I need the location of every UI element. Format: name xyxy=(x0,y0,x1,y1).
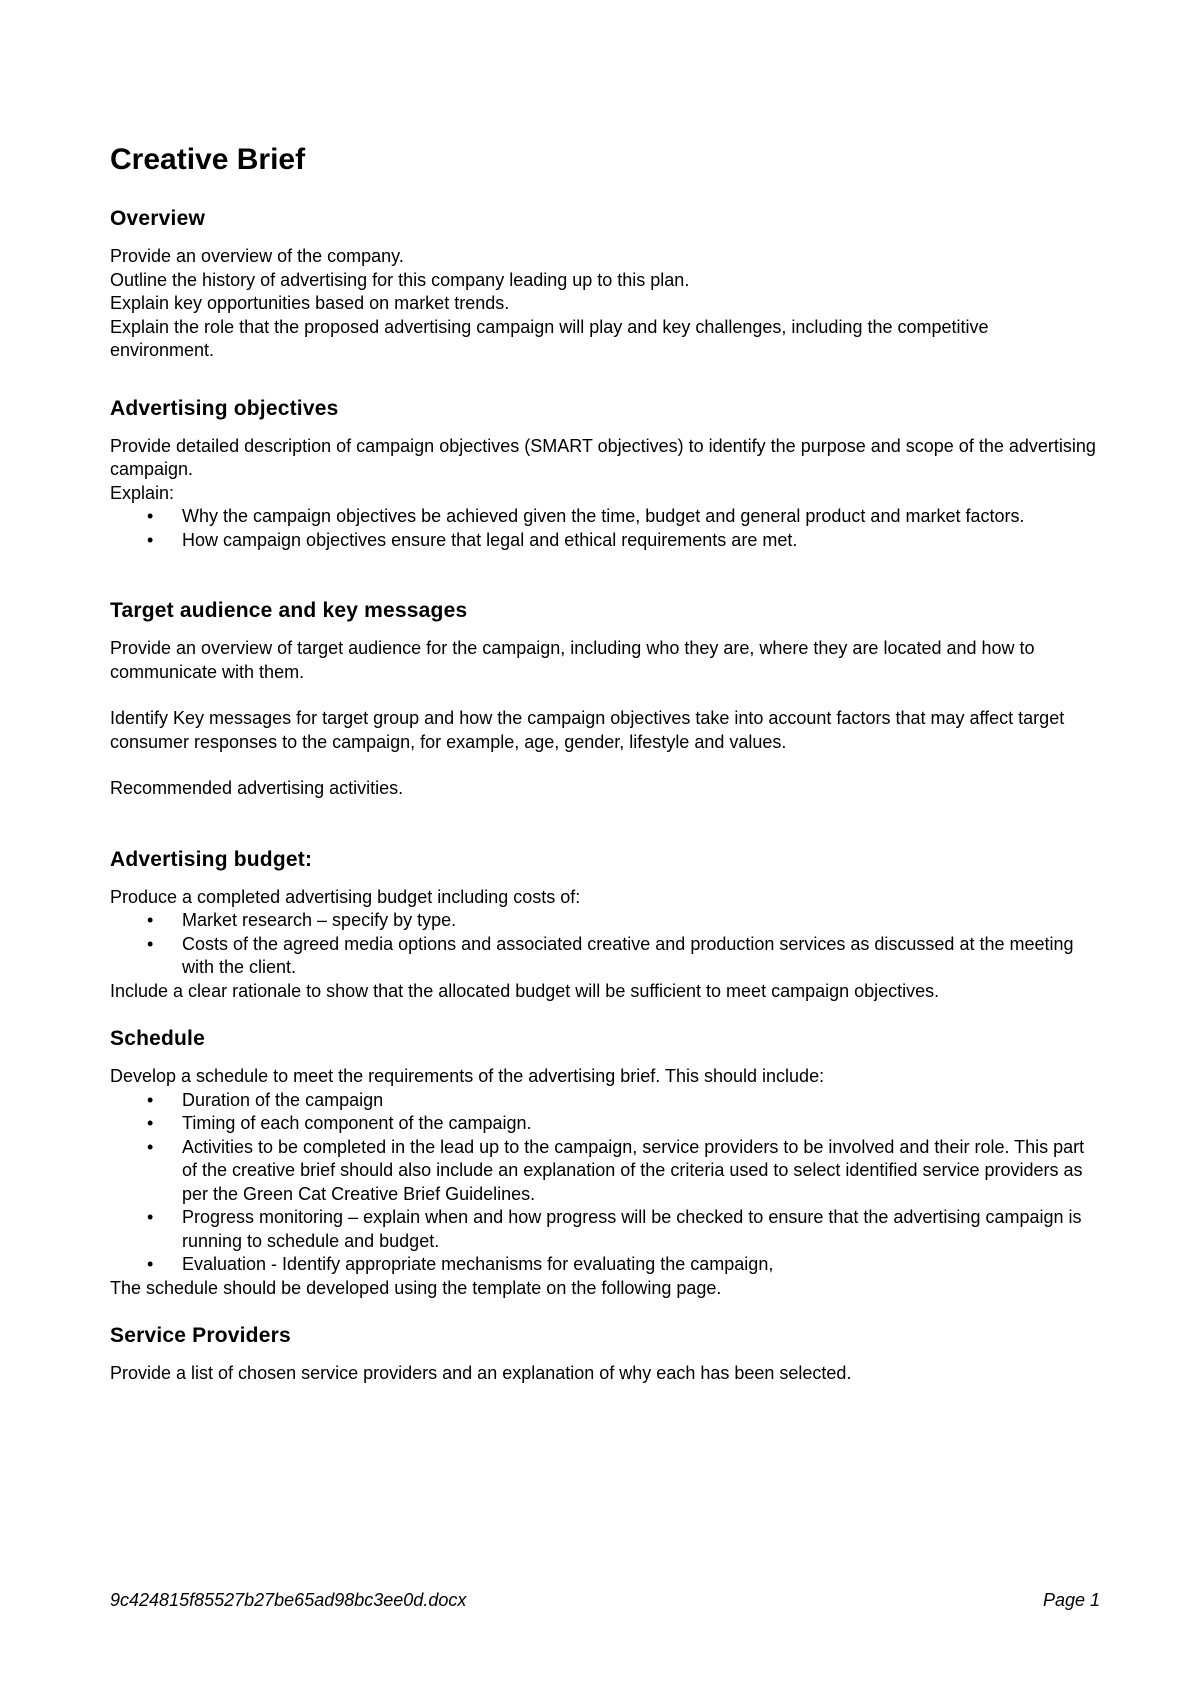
schedule-bullet-list xyxy=(110,1089,1100,1277)
heading-budget: Advertising budget: xyxy=(110,847,313,871)
providers-text: Provide a list of chosen service providers and an explanation of why each has been selected. xyxy=(110,1363,852,1383)
list-item xyxy=(110,1206,1100,1253)
footer-filename: 9c424815f85527b27be65ad98bc3ee0d.docx xyxy=(110,1590,467,1610)
list-item-text: Evaluation - Identify appropriate mechanisms for evaluating the campaign, xyxy=(182,1254,774,1274)
list-item xyxy=(110,1089,1100,1113)
section-providers xyxy=(110,1323,1100,1386)
list-item xyxy=(110,529,1100,553)
list-item xyxy=(110,1112,1100,1136)
bullet-icon: • xyxy=(147,506,154,526)
list-item xyxy=(110,1136,1100,1207)
budget-outro: Include a clear rationale to show that the allocated budget will be sufficient to meet campaign objectives. xyxy=(110,980,940,1001)
spacer xyxy=(110,1300,1100,1323)
list-item-text: Activities to be completed in the lead up to the campaign, service providers to be involved and their role. This part of the creative brief should also include an explanation of the criteria used to select identified service providers as per the Green Cat Creative Brief Guidelines. xyxy=(182,1136,1085,1204)
bullet-icon: • xyxy=(147,910,154,930)
list-item-text: Why the campaign objectives be achieved given the time, budget and general product and market factors. xyxy=(182,506,1025,526)
list-item-text: Timing of each component of the campaign. xyxy=(182,1113,532,1133)
overview-line: Provide an overview of the company. xyxy=(110,246,404,266)
audience-paragraph: Identify Key messages for target group and how the campaign objectives take into account factors that may affect target consumer responses to the campaign, for example, age, gender, lifestyle and values. xyxy=(110,708,1065,752)
list-item-text: Progress monitoring – explain when and how progress will be checked to ensure that the advertising campaign is running to schedule and budget. xyxy=(182,1207,1082,1251)
schedule-outro: The schedule should be developed using the template on the following page. xyxy=(110,1277,722,1298)
document-body xyxy=(110,142,1100,1386)
audience-paragraph: Provide an overview of target audience for the campaign, including who they are, where they are located and how to communicate with them. xyxy=(110,638,1035,682)
list-item-text: Duration of the campaign xyxy=(182,1089,384,1110)
heading-schedule: Schedule xyxy=(110,1027,205,1050)
bullet-icon: • xyxy=(147,529,154,550)
spacer xyxy=(110,801,1100,847)
bullet-icon: • xyxy=(147,1089,154,1110)
list-item xyxy=(110,909,1100,933)
list-item xyxy=(110,1253,1100,1277)
budget-intro: Produce a completed advertising budget including costs of: xyxy=(110,886,581,907)
list-item xyxy=(110,933,1100,980)
spacer xyxy=(110,363,1100,396)
objectives-intro: Provide detailed description of campaign objectives (SMART objectives) to identify the purpose and scope of the advertising campaign. xyxy=(110,435,1096,479)
list-item-text: Costs of the agreed media options and associated creative and production services as discussed at the meeting with the client. xyxy=(182,933,1074,977)
section-objectives xyxy=(110,396,1100,553)
footer-page-number: Page 1 xyxy=(1042,1590,1100,1610)
heading-overview: Overview xyxy=(110,207,205,230)
spacer xyxy=(110,552,1100,598)
list-item xyxy=(110,505,1100,529)
overview-line: Outline the history of advertising for this company leading up to this plan. xyxy=(110,269,690,290)
objectives-explain-label: Explain: xyxy=(110,482,175,503)
spacer xyxy=(110,1003,1100,1026)
heading-audience: Target audience and key messages xyxy=(110,599,468,622)
section-overview xyxy=(110,206,1100,363)
schedule-intro: Develop a schedule to meet the requirements of the advertising brief. This should include: xyxy=(110,1066,825,1086)
objectives-bullet-list xyxy=(110,505,1100,552)
overview-line: Explain the role that the proposed advertising campaign will play and key challenges, including the competitive environment. xyxy=(110,316,989,360)
page-footer xyxy=(110,1590,1100,1611)
section-audience xyxy=(110,598,1100,801)
spacer xyxy=(110,684,1100,707)
bullet-icon: • xyxy=(147,933,154,954)
audience-paragraph: Recommended advertising activities. xyxy=(110,778,404,798)
section-budget xyxy=(110,847,1100,1004)
list-item-text: How campaign objectives ensure that legal and ethical requirements are met. xyxy=(182,529,798,550)
bullet-icon: • xyxy=(147,1254,154,1274)
list-item-text: Market research – specify by type. xyxy=(182,910,457,930)
section-schedule xyxy=(110,1026,1100,1300)
bullet-icon: • xyxy=(147,1136,154,1157)
overview-line: Explain key opportunities based on market trends. xyxy=(110,293,510,313)
spacer xyxy=(110,754,1100,777)
budget-bullet-list xyxy=(110,909,1100,980)
heading-objectives: Advertising objectives xyxy=(110,396,339,420)
bullet-icon: • xyxy=(147,1113,154,1133)
heading-providers: Service Providers xyxy=(110,1324,291,1347)
document-title: Creative Brief xyxy=(110,143,306,176)
bullet-icon: • xyxy=(147,1207,154,1227)
